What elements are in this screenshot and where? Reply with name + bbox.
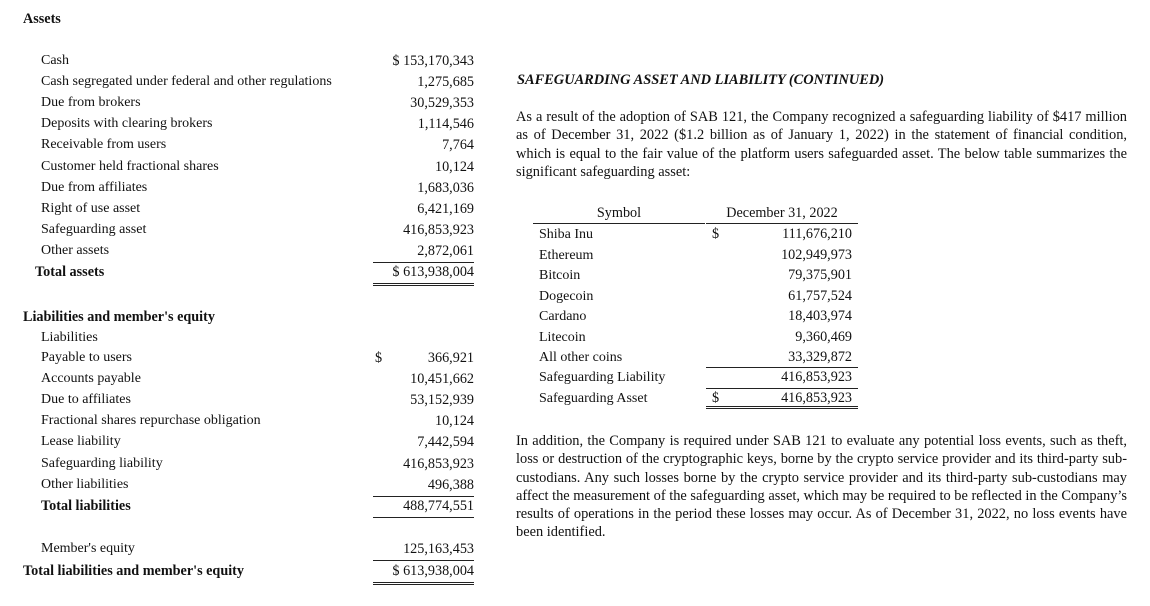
coin-value: 18,403,974 — [788, 308, 852, 324]
asset-value: 10,124 — [434, 159, 474, 175]
liabilities-subheading: Liabilities — [41, 330, 98, 345]
liability-value: 366,921 — [427, 350, 474, 366]
asset-value: 7,764 — [442, 137, 474, 153]
asset-double-rule — [706, 406, 858, 409]
total-liab-equity-label: Total liabilities and member's equity — [23, 563, 244, 579]
asset-value: 1,114,546 — [417, 116, 474, 132]
total-assets-value: $ 613,938,004 — [373, 264, 474, 286]
coin-value: 79,375,901 — [788, 267, 852, 283]
liability-value: 7,442,594 — [417, 434, 474, 450]
coin-symbol: Shiba Inu — [539, 227, 594, 242]
coin-value: 33,329,872 — [788, 349, 852, 365]
coin-symbol: Dogecoin — [539, 289, 594, 304]
asset-label: Customer held fractional shares — [41, 159, 219, 174]
asset-value: $ 153,170,343 — [392, 53, 474, 69]
liability-label: Fractional shares repurchase obligation — [41, 413, 261, 428]
asset-label: Deposits with clearing brokers — [41, 116, 213, 131]
liability-value: 496,388 — [427, 477, 474, 493]
liability-value: 10,451,662 — [410, 371, 474, 387]
liability-label: Accounts payable — [41, 371, 141, 386]
asset-label: Safeguarding asset — [41, 222, 147, 237]
safeguarding-liability-value: 416,853,923 — [781, 369, 852, 385]
asset-label: Cash segregated under federal and other regulations — [41, 74, 332, 89]
safeguarding-asset-value: 416,853,923 — [781, 390, 852, 406]
asset-label: Due from affiliates — [41, 180, 148, 195]
coin-symbol: Litecoin — [539, 330, 586, 345]
liab-equity-heading: Liabilities and member's equity — [23, 309, 215, 325]
coin-symbol: Cardano — [539, 309, 587, 324]
liability-value: 10,124 — [434, 413, 474, 429]
liability-label: Due to affiliates — [41, 392, 131, 407]
coin-value: 102,949,973 — [781, 247, 852, 263]
asset-value: 6,421,169 — [417, 201, 474, 217]
safeguarding-heading: SAFEGUARDING ASSET AND LIABILITY (CONTINUED) — [517, 72, 885, 88]
coin-value: 9,360,469 — [795, 329, 852, 345]
coin-symbol: Ethereum — [539, 248, 594, 263]
safeguarding-liability-label: Safeguarding Liability — [539, 370, 666, 385]
asset-value: 30,529,353 — [410, 95, 474, 111]
coin-symbol: All other coins — [539, 350, 623, 365]
asset-label: Cash — [41, 53, 69, 68]
liabilities-subtotal-rule — [373, 496, 474, 497]
liability-label: Other liabilities — [41, 477, 129, 492]
assets-heading: Assets — [23, 11, 61, 27]
liability-label: Safeguarding liability — [41, 456, 163, 471]
assets-subtotal-rule — [373, 262, 474, 263]
members-equity-value: 125,163,453 — [373, 541, 474, 561]
liability-currency: $ — [375, 350, 383, 366]
safeguarding-closing: In addition, the Company is required under SAB 121 to evaluate any potential loss events, such as theft, loss or destruction of the cryptographic keys, borne by the crypto service provider and its third-party sub-custodians. Any such losses borne by the crypto service provider and its third-party sub-custodians may affect the measurement of the safeguarding asset, which may be required to be reflected in the Company’s results of operations in the period these losses may occur. As of December 31, 2022, no loss events have been identified. — [516, 433, 1127, 541]
col-symbol-header: Symbol — [533, 204, 705, 224]
total-assets-label: Total assets — [35, 264, 105, 280]
asset-label: Due from brokers — [41, 95, 141, 110]
liability-value: 416,853,923 — [403, 456, 474, 472]
members-equity-label: Member's equity — [41, 541, 135, 556]
coin-value: 61,757,524 — [788, 288, 852, 304]
liability-label: Payable to users — [41, 350, 132, 365]
asset-value: 1,275,685 — [417, 74, 474, 90]
total-liab-equity-value: $ 613,938,004 — [373, 563, 474, 585]
safeguarding-intro: As a result of the adoption of SAB 121, the Company recognized a safeguarding liability of $417 million as of December 31, 2022 ($1.2 billion as of January 1, 2022) in the statement of financial condition, which is equal to the fair value of the platform users safeguarded asset. The below table summarizes the significant safeguarding asset: — [516, 109, 1127, 180]
liability-label: Lease liability — [41, 434, 121, 449]
coin-value: 111,676,210 — [782, 226, 852, 242]
asset-value: 2,872,061 — [417, 243, 474, 259]
coin-symbol: Bitcoin — [539, 268, 581, 283]
asset-label: Other assets — [41, 243, 110, 258]
safeguarding-asset-label: Safeguarding Asset — [539, 391, 648, 406]
coin-currency: $ — [712, 226, 720, 242]
asset-value: 416,853,923 — [403, 222, 474, 238]
safeguarding-asset-currency: $ — [712, 390, 720, 406]
asset-value: 1,683,036 — [417, 180, 474, 196]
liability-value: 53,152,939 — [410, 392, 474, 408]
asset-label: Receivable from users — [41, 137, 167, 152]
total-liabilities-label: Total liabilities — [41, 498, 131, 514]
col-date-header: December 31, 2022 — [706, 204, 858, 224]
asset-label: Right of use asset — [41, 201, 141, 216]
total-liabilities-value: 488,774,551 — [373, 498, 474, 518]
